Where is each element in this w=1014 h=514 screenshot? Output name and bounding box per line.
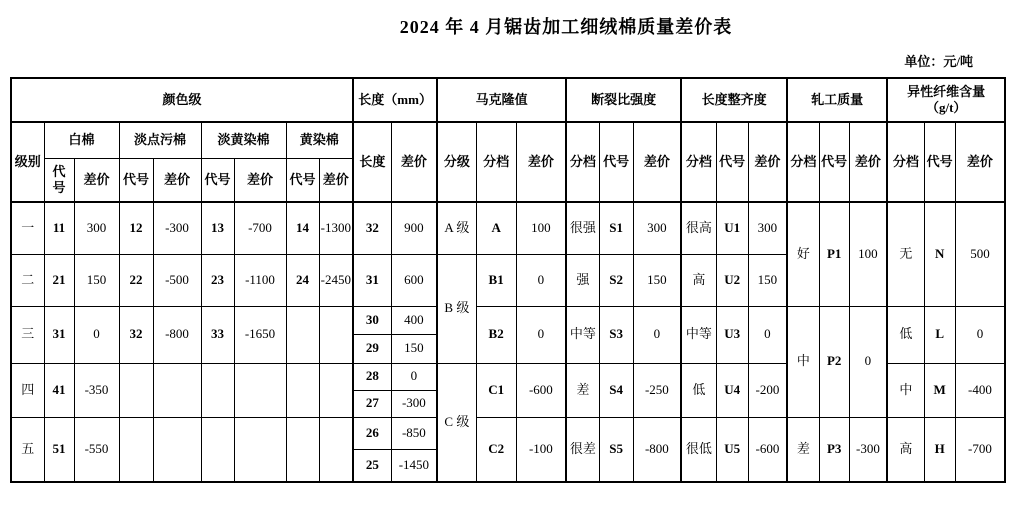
header-ginning-bin: 分档 <box>787 122 819 202</box>
color-code-cell: 32 <box>119 306 153 363</box>
foreign-bin-cell: 中 <box>887 363 924 417</box>
header-yellow-cotton: 黄染棉 <box>286 122 353 158</box>
uniformity-bin-cell: 很低 <box>681 417 716 482</box>
color-diff-cell <box>234 417 286 482</box>
foreign-code-cell: L <box>924 306 955 363</box>
group-header-color-grade: 颜色级 <box>11 78 353 122</box>
uniformity-code-cell: U1 <box>716 202 748 254</box>
length-cell: 28 <box>353 363 391 390</box>
price-diff-table <box>10 77 1006 483</box>
color-diff-cell: 0 <box>74 306 119 363</box>
header-yellow-code: 代号 <box>286 158 319 202</box>
mic-code-cell: C1 <box>476 363 516 417</box>
color-code-cell <box>286 363 319 417</box>
color-diff-cell <box>319 363 353 417</box>
white-code-label: 代号 <box>52 163 66 195</box>
header-strength-code: 代号 <box>599 122 633 202</box>
uniformity-diff-cell: -600 <box>748 417 787 482</box>
foreign-bin-cell: 低 <box>887 306 924 363</box>
foreign-diff-cell: -400 <box>955 363 1005 417</box>
strength-diff-cell: -800 <box>633 417 681 482</box>
length-cell: 29 <box>353 334 391 363</box>
uniformity-bin-cell: 高 <box>681 254 716 306</box>
color-diff-cell: -350 <box>74 363 119 417</box>
header-foreign-code: 代号 <box>924 122 955 202</box>
header-foreign-bin: 分档 <box>887 122 924 202</box>
mic-diff-cell: 0 <box>516 306 566 363</box>
header-white-cotton: 白棉 <box>44 122 119 158</box>
uniformity-diff-cell: -200 <box>748 363 787 417</box>
strength-bin-cell: 很强 <box>566 202 599 254</box>
length-cell: 26 <box>353 417 391 449</box>
header-uniformity-code: 代号 <box>716 122 748 202</box>
foreign-code-cell: M <box>924 363 955 417</box>
mic-diff-cell: 100 <box>516 202 566 254</box>
color-diff-cell: -700 <box>234 202 286 254</box>
header-light-spotted-cotton: 淡点污棉 <box>119 122 201 158</box>
header-strength-bin: 分档 <box>566 122 599 202</box>
color-diff-cell: -1300 <box>319 202 353 254</box>
length-cell: 30 <box>353 306 391 334</box>
color-code-cell: 14 <box>286 202 319 254</box>
header-foreign-diff: 差价 <box>955 122 1005 202</box>
uniformity-diff-cell: 0 <box>748 306 787 363</box>
grade-cell: 五 <box>11 417 44 482</box>
color-diff-cell <box>153 417 201 482</box>
foreign-diff-cell: 0 <box>955 306 1005 363</box>
mic-class-cell: A 级 <box>437 202 476 254</box>
uniformity-code-cell: U5 <box>716 417 748 482</box>
ginning-bin-cell: 中 <box>787 306 819 417</box>
strength-bin-cell: 强 <box>566 254 599 306</box>
color-diff-cell: 150 <box>74 254 119 306</box>
header-spotted-diff: 差价 <box>153 158 201 202</box>
grade-cell: 四 <box>11 363 44 417</box>
color-diff-cell: 300 <box>74 202 119 254</box>
header-mic-class: 分级 <box>437 122 476 202</box>
mic-class-cell: C 级 <box>437 363 476 482</box>
color-code-cell: 51 <box>44 417 74 482</box>
foreign-diff-cell: -700 <box>955 417 1005 482</box>
length-diff-cell: -850 <box>391 417 437 449</box>
mic-diff-cell: -600 <box>516 363 566 417</box>
color-code-cell <box>201 417 234 482</box>
color-diff-cell: -550 <box>74 417 119 482</box>
header-lightyellow-code: 代号 <box>201 158 234 202</box>
color-code-cell: 13 <box>201 202 234 254</box>
color-code-cell: 33 <box>201 306 234 363</box>
ginning-diff-cell: 100 <box>849 202 887 306</box>
color-code-cell: 22 <box>119 254 153 306</box>
header-uniformity-bin: 分档 <box>681 122 716 202</box>
strength-bin-cell: 差 <box>566 363 599 417</box>
uniformity-code-cell: U3 <box>716 306 748 363</box>
color-diff-cell: -300 <box>153 202 201 254</box>
color-diff-cell <box>319 417 353 482</box>
color-diff-cell <box>234 363 286 417</box>
length-cell: 32 <box>353 202 391 254</box>
color-code-cell: 11 <box>44 202 74 254</box>
mic-class-cell: B 级 <box>437 254 476 363</box>
group-header-strength: 断裂比强度 <box>566 78 681 122</box>
color-code-cell: 12 <box>119 202 153 254</box>
uniformity-code-cell: U2 <box>716 254 748 306</box>
color-diff-cell: -500 <box>153 254 201 306</box>
foreign-code-cell: N <box>924 202 955 306</box>
color-code-cell <box>286 417 319 482</box>
header-length: 长度 <box>353 122 391 202</box>
length-diff-cell: 0 <box>391 363 437 390</box>
header-mic-bin: 分档 <box>476 122 516 202</box>
uniformity-bin-cell: 中等 <box>681 306 716 363</box>
ginning-bin-cell: 差 <box>787 417 819 482</box>
color-diff-cell <box>319 306 353 363</box>
color-diff-cell: -1650 <box>234 306 286 363</box>
foreign-diff-cell: 500 <box>955 202 1005 306</box>
color-code-cell: 24 <box>286 254 319 306</box>
group-header-micronaire: 马克隆值 <box>437 78 566 122</box>
header-grade: 级别 <box>11 122 44 202</box>
foreign-bin-cell: 无 <box>887 202 924 306</box>
header-uniformity-diff: 差价 <box>748 122 787 202</box>
color-code-cell: 41 <box>44 363 74 417</box>
header-light-yellow-cotton: 淡黄染棉 <box>201 122 286 158</box>
grade-cell: 一 <box>11 202 44 254</box>
length-diff-cell: -300 <box>391 390 437 417</box>
color-diff-cell <box>153 363 201 417</box>
strength-diff-cell: 0 <box>633 306 681 363</box>
mic-diff-cell: 0 <box>516 254 566 306</box>
uniformity-diff-cell: 150 <box>748 254 787 306</box>
length-cell: 25 <box>353 449 391 482</box>
length-diff-cell: 400 <box>391 306 437 334</box>
group-header-uniformity: 长度整齐度 <box>681 78 787 122</box>
foreign-fiber-label-line2: （g/t） <box>925 100 967 115</box>
length-diff-cell: 900 <box>391 202 437 254</box>
group-header-length: 长度（mm） <box>353 78 437 122</box>
header-spotted-code: 代号 <box>119 158 153 202</box>
header-strength-diff: 差价 <box>633 122 681 202</box>
header-mic-diff: 差价 <box>516 122 566 202</box>
strength-code-cell: S3 <box>599 306 633 363</box>
header-yellow-diff: 差价 <box>319 158 353 202</box>
strength-diff-cell: -250 <box>633 363 681 417</box>
ginning-bin-cell: 好 <box>787 202 819 306</box>
ginning-diff-cell: 0 <box>849 306 887 417</box>
mic-diff-cell: -100 <box>516 417 566 482</box>
mic-code-cell: A <box>476 202 516 254</box>
color-diff-cell: -1100 <box>234 254 286 306</box>
header-ginning-code: 代号 <box>819 122 849 202</box>
foreign-code-cell: H <box>924 417 955 482</box>
color-code-cell <box>201 363 234 417</box>
strength-bin-cell: 很差 <box>566 417 599 482</box>
strength-diff-cell: 300 <box>633 202 681 254</box>
grade-cell: 三 <box>11 306 44 363</box>
strength-code-cell: S1 <box>599 202 633 254</box>
color-diff-cell: -2450 <box>319 254 353 306</box>
ginning-code-cell: P2 <box>819 306 849 417</box>
length-diff-cell: 600 <box>391 254 437 306</box>
header-ginning-diff: 差价 <box>849 122 887 202</box>
header-white-code <box>44 158 74 202</box>
ginning-diff-cell: -300 <box>849 417 887 482</box>
strength-code-cell: S2 <box>599 254 633 306</box>
foreign-bin-cell: 高 <box>887 417 924 482</box>
color-diff-cell: -800 <box>153 306 201 363</box>
group-header-foreign-fiber <box>887 78 1005 122</box>
length-diff-cell: 150 <box>391 334 437 363</box>
group-header-ginning: 轧工质量 <box>787 78 887 122</box>
color-code-cell <box>286 306 319 363</box>
header-lightyellow-diff: 差价 <box>234 158 286 202</box>
length-diff-cell: -1450 <box>391 449 437 482</box>
uniformity-bin-cell: 很高 <box>681 202 716 254</box>
length-cell: 27 <box>353 390 391 417</box>
header-length-diff: 差价 <box>391 122 437 202</box>
color-code-cell: 23 <box>201 254 234 306</box>
color-code-cell: 31 <box>44 306 74 363</box>
color-code-cell: 21 <box>44 254 74 306</box>
uniformity-bin-cell: 低 <box>681 363 716 417</box>
strength-code-cell: S5 <box>599 417 633 482</box>
strength-bin-cell: 中等 <box>566 306 599 363</box>
color-code-cell <box>119 363 153 417</box>
grade-cell: 二 <box>11 254 44 306</box>
unit-note: 单位：元/吨 <box>904 54 973 69</box>
strength-diff-cell: 150 <box>633 254 681 306</box>
uniformity-diff-cell: 300 <box>748 202 787 254</box>
mic-code-cell: B2 <box>476 306 516 363</box>
strength-code-cell: S4 <box>599 363 633 417</box>
ginning-code-cell: P3 <box>819 417 849 482</box>
ginning-code-cell: P1 <box>819 202 849 306</box>
length-cell: 31 <box>353 254 391 306</box>
header-white-diff: 差价 <box>74 158 119 202</box>
page-title: 2024 年 4 月锯齿加工细绒棉质量差价表 <box>399 17 733 37</box>
foreign-fiber-label-line1: 异性纤维含量 <box>907 83 986 99</box>
color-code-cell <box>119 417 153 482</box>
mic-code-cell: C2 <box>476 417 516 482</box>
mic-code-cell: B1 <box>476 254 516 306</box>
uniformity-code-cell: U4 <box>716 363 748 417</box>
